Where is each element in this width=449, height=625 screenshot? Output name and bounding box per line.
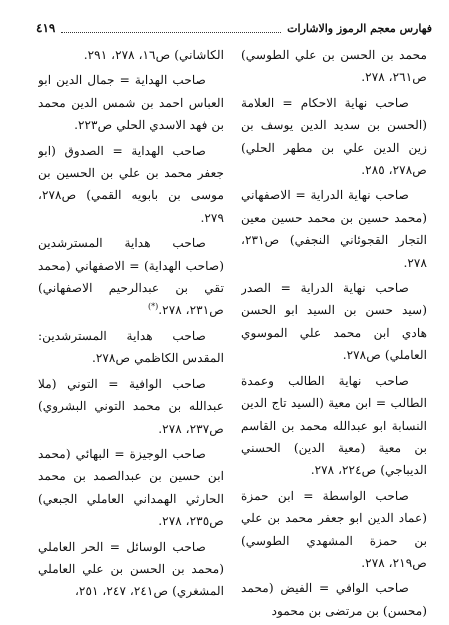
index-entry: صاحب نهاية الطالب وعمدة الطالب = ابن معية (السيد تاج الدين النسابة ابو عبدالله محمد بن القاسم بن معية (معية الدين) الحسني الديباجي) ص٢٢٤، ٢٧٨. — [241, 373, 427, 478]
index-entry: صاحب الوافية = التوني (ملا عبدالله بن محمد التوني البشروي) ص٢٣٧، ٢٧٨. — [38, 376, 224, 436]
right-column — [241, 44, 427, 625]
index-entry: محمد بن الحسن بن علي الطوسي) ص٢٦١، ٢٧٨. — [241, 48, 427, 85]
index-entry-text: صاحب هداية المسترشدين (صاحب الهداية) = الاصفهاني (محمد تقي بن عبدالرحيم الاصفهاني) ص٢٣١، ٢٧٨. — [38, 236, 224, 318]
index-entry: صاحب الوجيزة = البهائي (محمد ابن حسين بن عبدالصمد بن محمد الحارثي الهمداني العاملي الجبعي) ص٢٣٥، ٢٧٨. — [38, 446, 224, 529]
index-entry: صاحب الواسطة = ابن حمزة (عماد الدين ابو جعفر محمد بن علي بن حمزة المشهدي الطوسي) ص٢١٩، ٢٧٨. — [241, 488, 427, 570]
header-title: فهارس معجم الرموز والاشارات — [287, 21, 432, 35]
index-entry: صاحب الوافي = الفيض (محمد (محسن) بن مرتضى بن محمود — [241, 581, 427, 618]
page-number: ٤١٩ — [36, 21, 56, 35]
index-entry: صاحب نهاية الدراية = الاصفهاني (محمد حسين بن محمد حسين معين التجار القجوئاني النجفي) ص٢٣١، ٢٧٨. — [241, 188, 427, 270]
left-column — [38, 44, 224, 606]
index-entry: صاحب الوسائل = الحر العاملي (محمد بن الحسن بن علي العاملي المشغري) ص٢٤١، ٢٤٧، ٢٥١، — [38, 539, 224, 599]
footnote-marker: (*) — [148, 302, 159, 312]
index-entry: الكاشاني) ص١٦، ٢٧٨، ٢٩١. — [83, 48, 224, 62]
index-entry: صاحب الهداية = جمال الدين ابو العباس احمد بن شمس الدين محمد بن فهد الاسدي الحلي ص٢٢٣. — [38, 73, 224, 133]
index-entry: صاحب نهاية الدراية = الصدر (سيد حسن بن السيد ابو الحسن هادي ابن محمد علي الموسوي العاملي) ص٢٧٨. — [241, 281, 427, 363]
index-entry-with-footnote — [38, 232, 224, 322]
header-leader-dots — [61, 24, 281, 33]
running-header — [36, 18, 432, 38]
index-entry: صاحب هداية المسترشدين: المقدس الكاظمي ص٢٧٨. — [38, 328, 224, 366]
index-entry: صاحب نهاية الاحكام = العلامة (الحسن بن سديد الدين يوسف بن زين الدين علي بن مطهر الحلي) ص٢٧٨، ٢٨٥. — [241, 95, 427, 178]
index-entry: صاحب الهداية = الصدوق (ابو جعفر محمد بن علي بن الحسين بن موسى بن بابويه القمي) ص٢٧٨، ٢٧٩. — [38, 143, 224, 225]
